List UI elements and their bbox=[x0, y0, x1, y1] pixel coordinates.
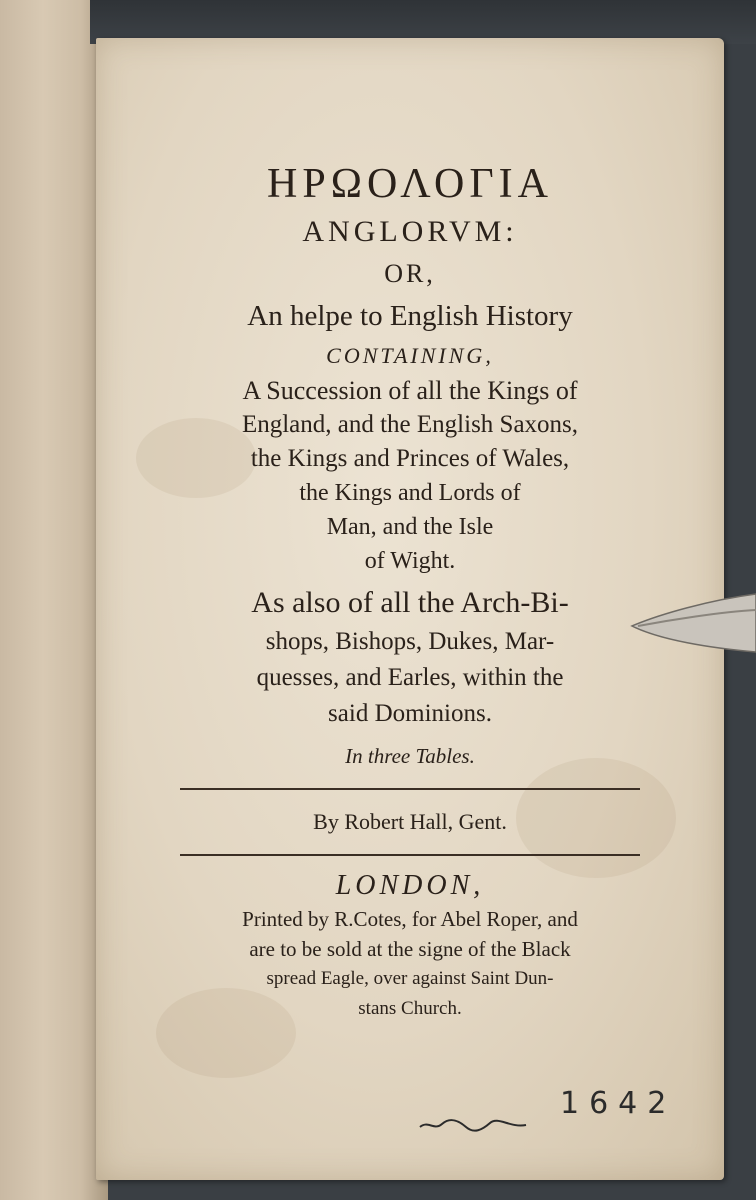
imprint-line: stans Church. bbox=[358, 998, 462, 1019]
description-line: the Kings and Lords of bbox=[299, 480, 521, 506]
handwritten-year: 1642 bbox=[560, 1086, 677, 1121]
author-line: By Robert Hall, Gent. bbox=[313, 809, 507, 834]
title-text-block bbox=[96, 158, 724, 1024]
containing-line: CONTAINING, bbox=[326, 343, 494, 368]
subtitle: An helpe to English History bbox=[247, 300, 573, 332]
description-line: shops, Bishops, Dukes, Mar- bbox=[265, 628, 555, 655]
latin-title: ANGLORVM: bbox=[302, 215, 518, 248]
tables-line: In three Tables. bbox=[345, 744, 475, 768]
imprint-line: spread Eagle, over against Saint Dun- bbox=[266, 968, 554, 989]
imprint-line: are to be sold at the signe of the Black bbox=[249, 937, 571, 961]
city-line: LONDON, bbox=[335, 870, 485, 901]
as-also-line: As also of all the Arch-Bi- bbox=[251, 586, 569, 619]
description-line: said Dominions. bbox=[328, 700, 492, 727]
metal-pointer bbox=[630, 592, 756, 666]
description-line: England, and the English Saxons, bbox=[241, 411, 579, 438]
greek-title: ΗΡΩΟΛΟΓΙΑ bbox=[267, 161, 553, 207]
description-line: the Kings and Princes of Wales, bbox=[250, 445, 570, 472]
ink-scribble bbox=[418, 1118, 528, 1132]
description-line: A Succession of all the Kings of bbox=[242, 376, 578, 405]
description-line: Man, and the Isle bbox=[326, 514, 494, 540]
horizontal-rule bbox=[180, 854, 640, 856]
imprint-line: Printed by R.Cotes, for Abel Roper, and bbox=[242, 907, 578, 931]
description-line: quesses, and Earles, within the bbox=[256, 664, 564, 691]
or-line: OR, bbox=[384, 259, 436, 288]
horizontal-rule bbox=[180, 788, 640, 790]
book-binding-left bbox=[0, 0, 108, 1200]
description-line: of Wight. bbox=[364, 548, 456, 574]
